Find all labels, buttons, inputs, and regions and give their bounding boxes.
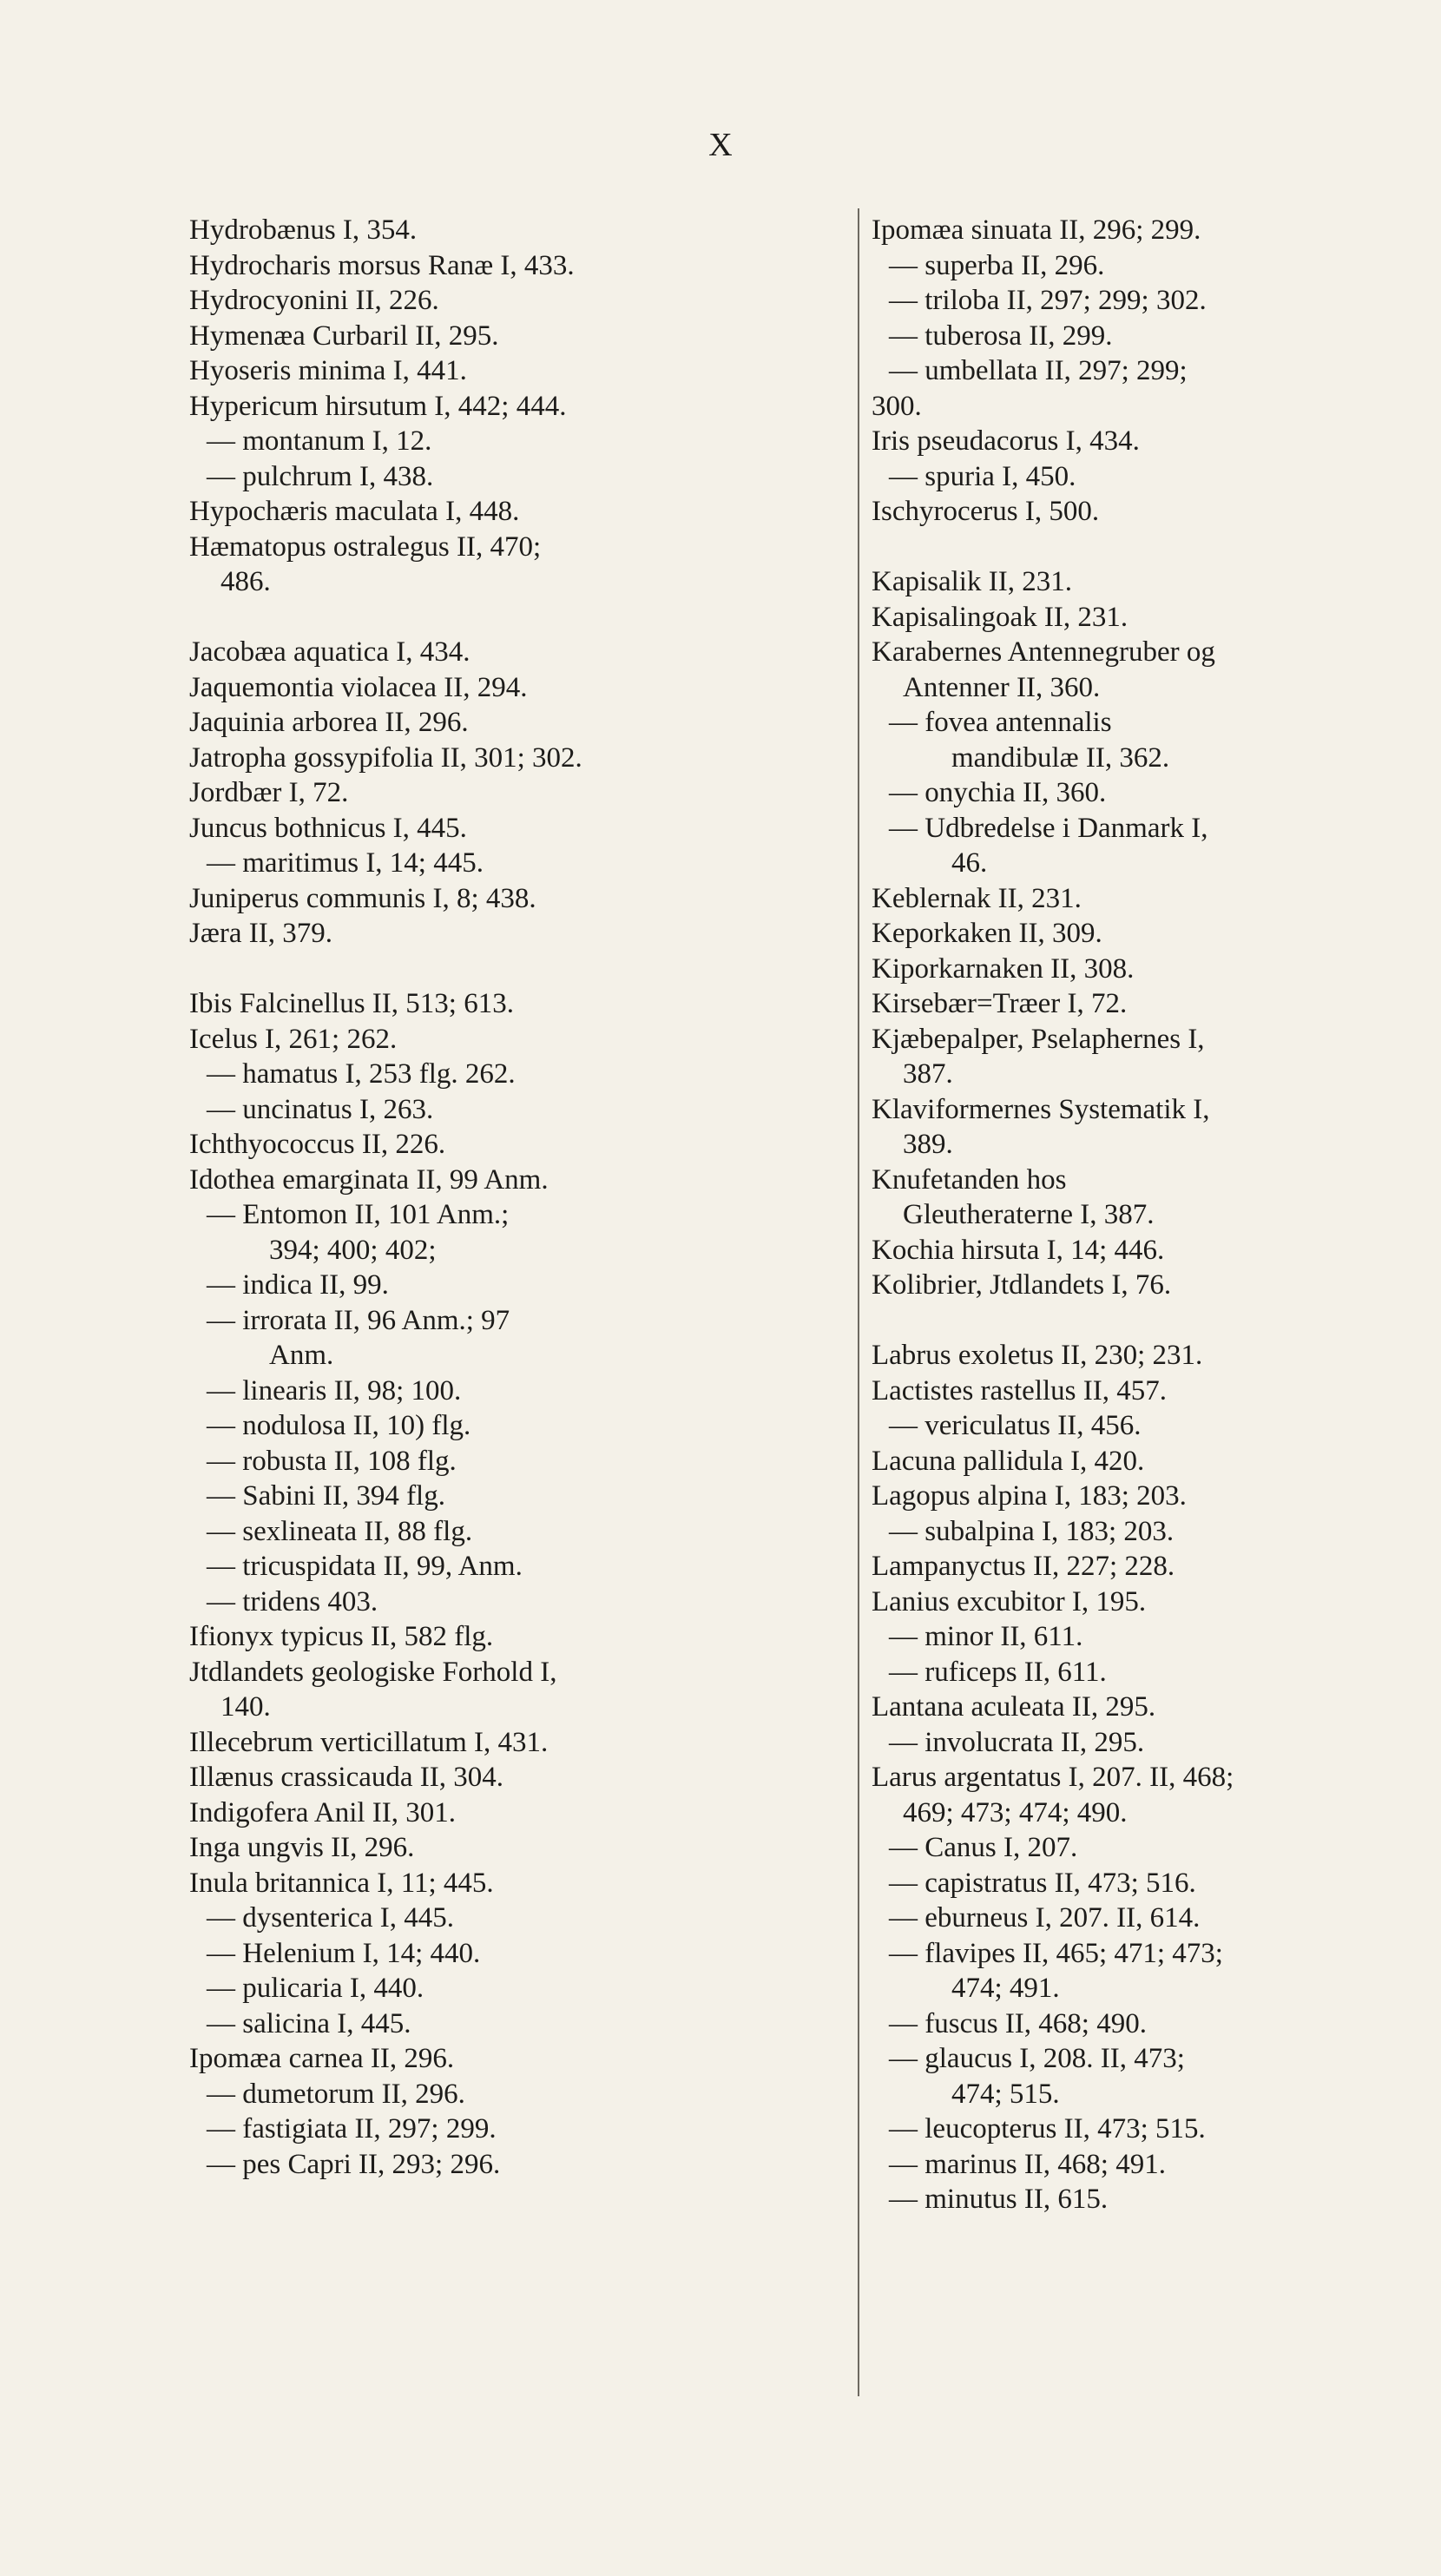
index-subentry: — dumetorum II, 296. xyxy=(207,2078,465,2110)
index-subentry: — minor II, 611. xyxy=(889,1621,1083,1652)
index-subentry: — ruficeps II, 611. xyxy=(889,1656,1107,1688)
index-subentry: — sexlineata II, 88 flg. xyxy=(207,1515,473,1547)
index-entry: Ichthyococcus II, 226. xyxy=(189,1129,446,1160)
index-subentry: — dysenterica I, 445. xyxy=(207,1902,454,1934)
index-subentry: — Sabini II, 394 flg. xyxy=(207,1480,445,1512)
column-divider xyxy=(858,208,859,2396)
index-subentry: — marinus II, 468; 491. xyxy=(889,2148,1166,2180)
index-entry: Hæmatopus ostralegus II, 470; xyxy=(189,530,542,563)
section-gap xyxy=(872,530,1236,565)
index-column-right xyxy=(872,213,1236,2217)
index-entry: Karabernes Antennegruber og Antenner II, 360. xyxy=(872,636,1215,703)
index-entry: Juniperus communis I, 8; 438. xyxy=(189,882,536,914)
index-subentry: — robusta II, 108 flg. xyxy=(207,1445,457,1477)
index-subentry: — subalpina I, 183; 203. xyxy=(889,1515,1175,1547)
index-subentry: — uncinatus I, 263. xyxy=(207,1093,434,1125)
index-subentry: — irrorata II, 96 Anm.; 97 xyxy=(207,1304,510,1336)
index-subentry: — umbellata II, 297; 299; xyxy=(889,355,1188,386)
index-entry: Jæra II, 379. xyxy=(189,918,332,949)
index-entry: Hydrobænus I, 354. xyxy=(189,214,418,246)
index-subentry: — indica II, 99. xyxy=(207,1269,389,1301)
index-subentry: — fastigiata II, 297; 299. xyxy=(207,2113,497,2144)
index-subentry: — salicina I, 445. xyxy=(207,2007,411,2039)
index-entry: Lanius excubitor I, 195. xyxy=(872,1585,1147,1617)
index-entry: Lantana aculeata II, 295. xyxy=(872,1691,1156,1723)
index-subentry: — Helenium I, 14; 440. xyxy=(207,1937,481,1969)
index-subentry: — capistratus II, 473; 516. xyxy=(889,1867,1196,1899)
index-entry: Ischyrocerus I, 500. xyxy=(872,496,1100,527)
index-entry-continuation: 486. xyxy=(220,566,271,597)
index-entry: Jatropha gossypifolia II, 301; 302. xyxy=(189,741,582,774)
index-entry: Ipomæa sinuata II, 296; 299. xyxy=(872,214,1201,246)
index-entry: Jaquemontia violacea II, 294. xyxy=(189,671,528,703)
index-column-left xyxy=(189,213,849,2182)
index-subentry: — Udbredelse i Danmark I, 46. xyxy=(889,812,1208,879)
index-entry: Labrus exoletus II, 230; 231. xyxy=(872,1340,1203,1371)
index-subentry: — maritimus I, 14; 445. xyxy=(207,847,484,879)
index-subentry: — pulchrum I, 438. xyxy=(207,460,434,492)
section-gap xyxy=(872,1303,1236,1339)
index-entry: Illænus crassicauda II, 304. xyxy=(189,1762,503,1793)
index-entry: Illecebrum verticillatum I, 431. xyxy=(189,1726,549,1758)
index-entry: Ipomæa carnea II, 296. xyxy=(189,2043,455,2074)
index-entry: Inula britannica I, 11; 445. xyxy=(189,1867,494,1899)
index-entry: Kochia hirsuta I, 14; 446. xyxy=(872,1234,1165,1266)
index-subentry: — superba II, 296. xyxy=(889,249,1105,281)
index-entry: Lagopus alpina I, 183; 203. xyxy=(872,1480,1187,1512)
index-subentry: — spuria I, 450. xyxy=(889,460,1076,492)
section-gap xyxy=(189,600,849,636)
index-entry: Jaquinia arborea II, 296. xyxy=(189,707,469,738)
index-subentry: — tridens 403. xyxy=(207,1585,378,1617)
index-entry: Larus argentatus I, 207. II, 468; xyxy=(872,1762,1234,1793)
index-entry: Hydrocyonini II, 226. xyxy=(189,285,439,316)
index-entry: Keblernak II, 231. xyxy=(872,882,1082,914)
index-entry: Inga ungvis II, 296. xyxy=(189,1832,415,1863)
index-entry: Kolibrier, Jtdlandets I, 76. xyxy=(872,1269,1172,1301)
index-entry-continuation: 474; 491. xyxy=(951,1973,1060,2004)
index-subentry: — pulicaria I, 440. xyxy=(207,1973,424,2004)
index-entry: Kiporkarnaken II, 308. xyxy=(872,952,1135,985)
index-entry: Idothea emarginata II, 99 Anm. xyxy=(189,1163,549,1196)
index-subentry: — hamatus I, 253 flg. 262. xyxy=(207,1058,516,1090)
index-entry: Indigofera Anil II, 301. xyxy=(189,1796,457,1828)
index-entry: Lacuna pallidula I, 420. xyxy=(872,1445,1145,1477)
index-entry: Hydrocharis morsus Ranæ I, 433. xyxy=(189,249,575,281)
index-subentry: — involucrata II, 295. xyxy=(889,1726,1145,1758)
index-subentry: — triloba II, 297; 299; 302. xyxy=(889,285,1207,316)
index-subentry: — tricuspidata II, 99, Anm. xyxy=(207,1551,523,1582)
index-subentry: — tuberosa II, 299. xyxy=(889,320,1113,352)
index-entry: Icelus I, 261; 262. xyxy=(189,1023,398,1055)
index-entry: Klaviformernes Systematik I, 389. xyxy=(872,1093,1210,1160)
index-subentry: — Canus I, 207. xyxy=(889,1832,1078,1863)
index-subentry: — minutus II, 615. xyxy=(889,2184,1109,2215)
index-entry: Keporkaken II, 309. xyxy=(872,918,1102,949)
index-entry: Lampanyctus II, 227; 228. xyxy=(872,1551,1175,1582)
index-entry-continuation: 140. xyxy=(220,1691,271,1723)
index-subentry: — leucopterus II, 473; 515. xyxy=(889,2113,1206,2144)
index-entry: Ibis Falcinellus II, 513; 613. xyxy=(189,988,514,1019)
index-entry: Kjæbepalper, Pselaphernes I, 387. xyxy=(872,1023,1205,1090)
index-subentry: — Entomon II, 101 Anm.; xyxy=(207,1199,510,1230)
index-entry-continuation: 469; 473; 474; 490. xyxy=(903,1796,1128,1828)
index-entry: Jacobæa aquatica I, 434. xyxy=(189,636,470,668)
index-entry: Hypericum hirsutum I, 442; 444. xyxy=(189,390,567,422)
index-entry: Hyoseris minima I, 441. xyxy=(189,355,467,386)
index-entry: Kapisalingoak II, 231. xyxy=(872,601,1128,633)
index-entry-continuation: 394; 400; 402; xyxy=(269,1234,437,1266)
index-subentry: — onychia II, 360. xyxy=(889,777,1107,808)
index-entry-continuation: 474; 515. xyxy=(951,2078,1060,2110)
index-entry: Juncus bothnicus I, 445. xyxy=(189,812,467,844)
index-subentry: — fuscus II, 468; 490. xyxy=(889,2007,1147,2039)
index-entry: Lactistes rastellus II, 457. xyxy=(872,1374,1167,1407)
section-gap xyxy=(189,952,849,987)
index-entry: Iris pseudacorus I, 434. xyxy=(872,425,1140,457)
index-entry: Jtdlandets geologiske Forhold I, xyxy=(189,1656,557,1688)
index-subentry: — fovea antennalis mandibulæ II, 362. xyxy=(889,707,1170,774)
index-entry: Jordbær I, 72. xyxy=(189,777,349,808)
index-entry: Knufetanden hos Gleutheraterne I, 387. xyxy=(872,1163,1155,1230)
index-subentry: — pes Capri II, 293; 296. xyxy=(207,2148,501,2180)
index-subentry: — linearis II, 98; 100. xyxy=(207,1374,462,1407)
index-subentry: — eburneus I, 207. II, 614. xyxy=(889,1902,1201,1934)
index-entry-continuation: Anm. xyxy=(269,1340,334,1371)
index-entry: 300. xyxy=(872,390,922,422)
index-entry: Kapisalik II, 231. xyxy=(872,566,1072,597)
index-subentry: — montanum I, 12. xyxy=(207,425,432,457)
index-subentry: — flavipes II, 465; 471; 473; xyxy=(889,1937,1223,1969)
index-entry: Hypochæris maculata I, 448. xyxy=(189,496,520,527)
index-entry: Ifionyx typicus II, 582 flg. xyxy=(189,1621,494,1652)
index-subentry: — nodulosa II, 10) flg. xyxy=(207,1410,471,1441)
index-subentry: — vericulatus II, 456. xyxy=(889,1410,1142,1441)
index-entry: Hymenæa Curbaril II, 295. xyxy=(189,320,499,352)
page-number: X xyxy=(708,127,733,163)
index-subentry: — glaucus I, 208. II, 473; xyxy=(889,2043,1185,2074)
index-entry: Kirsebær=Træer I, 72. xyxy=(872,988,1128,1019)
